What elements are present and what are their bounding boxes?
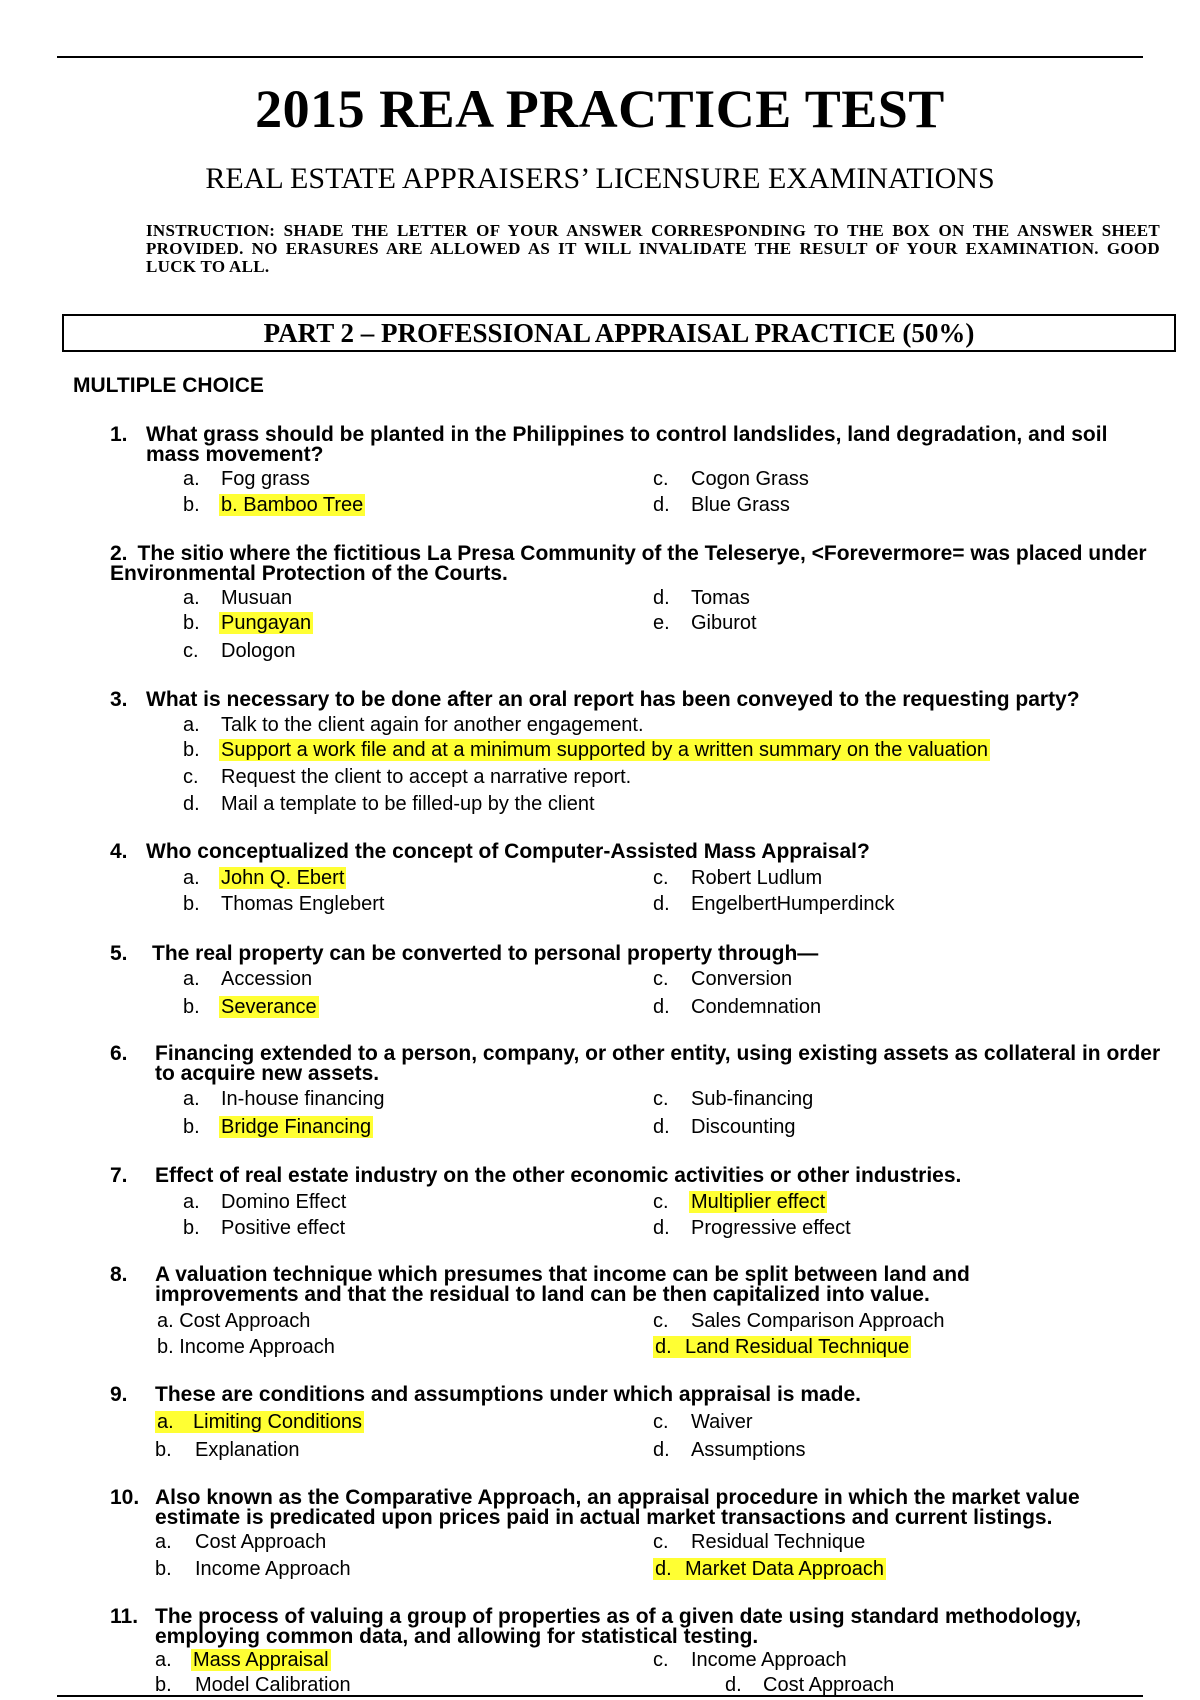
question-number: 3. [110, 688, 128, 711]
option-3d[interactable]: d. Mail a template to be filled-up by the client [183, 793, 595, 815]
question-number: 4. [110, 840, 128, 863]
question-text: What is necessary to be done after an oral report has been conveyed to the requesting party? [146, 688, 1080, 711]
highlighted-answer: John Q. Ebert [221, 867, 345, 889]
option-3a[interactable]: a. Talk to the client again for another engagement. [183, 714, 644, 736]
option-4b[interactable]: b. Thomas Englebert [183, 893, 385, 915]
question-text: Also known as the Comparative Approach, an appraisal procedure in which the market value estimate is predicated upon prices paid in actual market transactions and current listings. [155, 1486, 1080, 1529]
option-9c[interactable]: c. Waiver [653, 1411, 753, 1433]
option-1b[interactable]: b. b. Bamboo Tree [183, 494, 364, 516]
highlighted-answer: Bridge Financing [221, 1116, 372, 1138]
option-1d[interactable]: d. Blue Grass [653, 494, 790, 516]
question-7 [110, 1166, 1162, 1186]
question-text: Financing extended to a person, company, or other entity, using existing assets as collateral in order to acquire new assets. [155, 1042, 1161, 1085]
page-subtitle: REAL ESTATE APPRAISERS’ LICENSURE EXAMINATIONS [205, 162, 995, 195]
option-7b[interactable]: b. Positive effect [183, 1217, 346, 1239]
option-4c[interactable]: c. Robert Ludlum [653, 867, 823, 889]
option-11a[interactable]: a. Mass Appraisal [155, 1649, 329, 1671]
question-text: A valuation technique which presumes that income can be split between land and improvements and that the residual to land can be then capitalized into value. [155, 1263, 970, 1306]
option-8b[interactable]: b. Income Approach [157, 1336, 335, 1358]
option-10b[interactable]: b. Income Approach [155, 1558, 351, 1580]
option-2c[interactable]: c. Dologon [183, 640, 296, 662]
option-10a[interactable]: a. Cost Approach [155, 1531, 327, 1553]
option-2d[interactable]: d. Tomas [653, 587, 750, 609]
question-text: Who conceptualized the concept of Computer-Assisted Mass Appraisal? [146, 840, 870, 863]
option-7a[interactable]: a. Domino Effect [183, 1191, 347, 1213]
question-number: 2. [110, 542, 128, 565]
option-4d[interactable]: d. EngelbertHumperdinck [653, 893, 895, 915]
question-4 [110, 842, 1162, 862]
option-8d[interactable] [653, 1335, 911, 1359]
option-2b[interactable]: b. Pungayan [183, 612, 312, 634]
page-title: 2015 REA PRACTICE TEST [255, 79, 945, 139]
option-7d[interactable]: d. Progressive effect [653, 1217, 851, 1239]
highlighted-answer: d. Market Data Approach [655, 1558, 884, 1580]
question-6 [110, 1044, 1172, 1084]
question-number: 8. [110, 1263, 128, 1286]
option-8c[interactable]: c. Sales Comparison Approach [653, 1310, 945, 1332]
option-6d[interactable]: d. Discounting [653, 1116, 796, 1138]
option-10d[interactable] [653, 1557, 886, 1581]
section-heading: MULTIPLE CHOICE [73, 374, 264, 397]
question-1 [110, 425, 1162, 465]
instruction-text: INSTRUCTION: SHADE THE LETTER OF YOUR ANSWER CORRESPONDING TO THE BOX ON THE ANSWER SHEET PROVIDED. NO ERASURES ARE ALLOWED AS IT WILL INVALIDATE THE RESULT OF YOUR EXAMINATION. GOOD LUCK TO ALL. [146, 221, 1160, 276]
question-10 [110, 1488, 1162, 1528]
option-8a[interactable]: a. Cost Approach [157, 1310, 311, 1332]
option-4a[interactable]: a. John Q. Ebert [183, 867, 345, 889]
question-number: 11. [110, 1605, 139, 1628]
option-2a[interactable]: a. Musuan [183, 587, 293, 609]
option-11d[interactable]: d. Cost Approach [725, 1674, 895, 1696]
question-text: The process of valuing a group of properties as of a given date using standard methodology, employing common data, and allowing for statistical testing. [155, 1605, 1082, 1648]
highlighted-answer: Mass Appraisal [193, 1649, 329, 1671]
question-text: The sitio where the fictitious La Presa Community of the Teleserye, <Forevermore= was placed under Environmental Protection of the Courts. [110, 542, 1147, 585]
option-9a[interactable] [155, 1410, 364, 1434]
question-11 [110, 1607, 1162, 1647]
option-1c[interactable]: c. Cogon Grass [653, 468, 809, 490]
question-5 [110, 944, 1162, 964]
highlighted-answer: d. Land Residual Technique [655, 1336, 910, 1358]
question-number: 1. [110, 423, 128, 446]
option-10c[interactable]: c. Residual Technique [653, 1531, 866, 1553]
question-text: The real property can be converted to personal property through— [152, 942, 819, 965]
option-9b[interactable]: b. Explanation [155, 1439, 300, 1461]
bottom-rule [57, 1695, 1143, 1697]
option-9d[interactable]: d. Assumptions [653, 1439, 806, 1461]
top-rule [57, 56, 1143, 58]
question-9 [110, 1385, 1162, 1405]
question-text: Effect of real estate industry on the other economic activities or other industries. [155, 1164, 962, 1187]
question-number: 7. [110, 1164, 128, 1187]
option-1a[interactable]: a. Fog grass [183, 468, 310, 490]
question-2 [110, 544, 1162, 584]
highlighted-answer: Support a work file and at a minimum supported by a written summary on the valuation [221, 739, 989, 761]
option-3b[interactable]: b. Support a work file and at a minimum supported by a written summary on the valuation [183, 739, 989, 761]
highlighted-answer: Severance [221, 996, 317, 1018]
option-6a[interactable]: a. In-house financing [183, 1088, 385, 1110]
option-7c[interactable]: c. Multiplier effect [653, 1191, 826, 1213]
question-number: 10. [110, 1486, 140, 1509]
option-11c[interactable]: c. Income Approach [653, 1649, 847, 1671]
question-number: 5. [110, 942, 128, 965]
question-8 [110, 1265, 1110, 1305]
option-5d[interactable]: d. Condemnation [653, 996, 822, 1018]
option-5b[interactable]: b. Severance [183, 996, 317, 1018]
part-heading: PART 2 – PROFESSIONAL APPRAISAL PRACTICE (50%) [62, 314, 1176, 352]
highlighted-answer: Pungayan [221, 612, 312, 634]
question-text: These are conditions and assumptions under which appraisal is made. [155, 1383, 862, 1406]
highlighted-answer: a. Limiting Conditions [157, 1411, 362, 1433]
question-number: 9. [110, 1383, 128, 1406]
option-2e[interactable]: e. Giburot [653, 612, 757, 634]
question-text: What grass should be planted in the Philippines to control landslides, land degradation, and soil mass movement? [146, 423, 1108, 466]
highlighted-answer: b. Bamboo Tree [221, 494, 364, 516]
option-11b[interactable]: b. Model Calibration [155, 1674, 351, 1696]
highlighted-answer: Multiplier effect [691, 1191, 826, 1213]
option-6c[interactable]: c. Sub-financing [653, 1088, 814, 1110]
question-3 [110, 690, 1162, 710]
option-6b[interactable]: b. Bridge Financing [183, 1116, 372, 1138]
option-5c[interactable]: c. Conversion [653, 968, 793, 990]
question-number: 6. [110, 1042, 128, 1065]
option-3c[interactable]: c. Request the client to accept a narrative report. [183, 766, 632, 788]
option-5a[interactable]: a. Accession [183, 968, 313, 990]
